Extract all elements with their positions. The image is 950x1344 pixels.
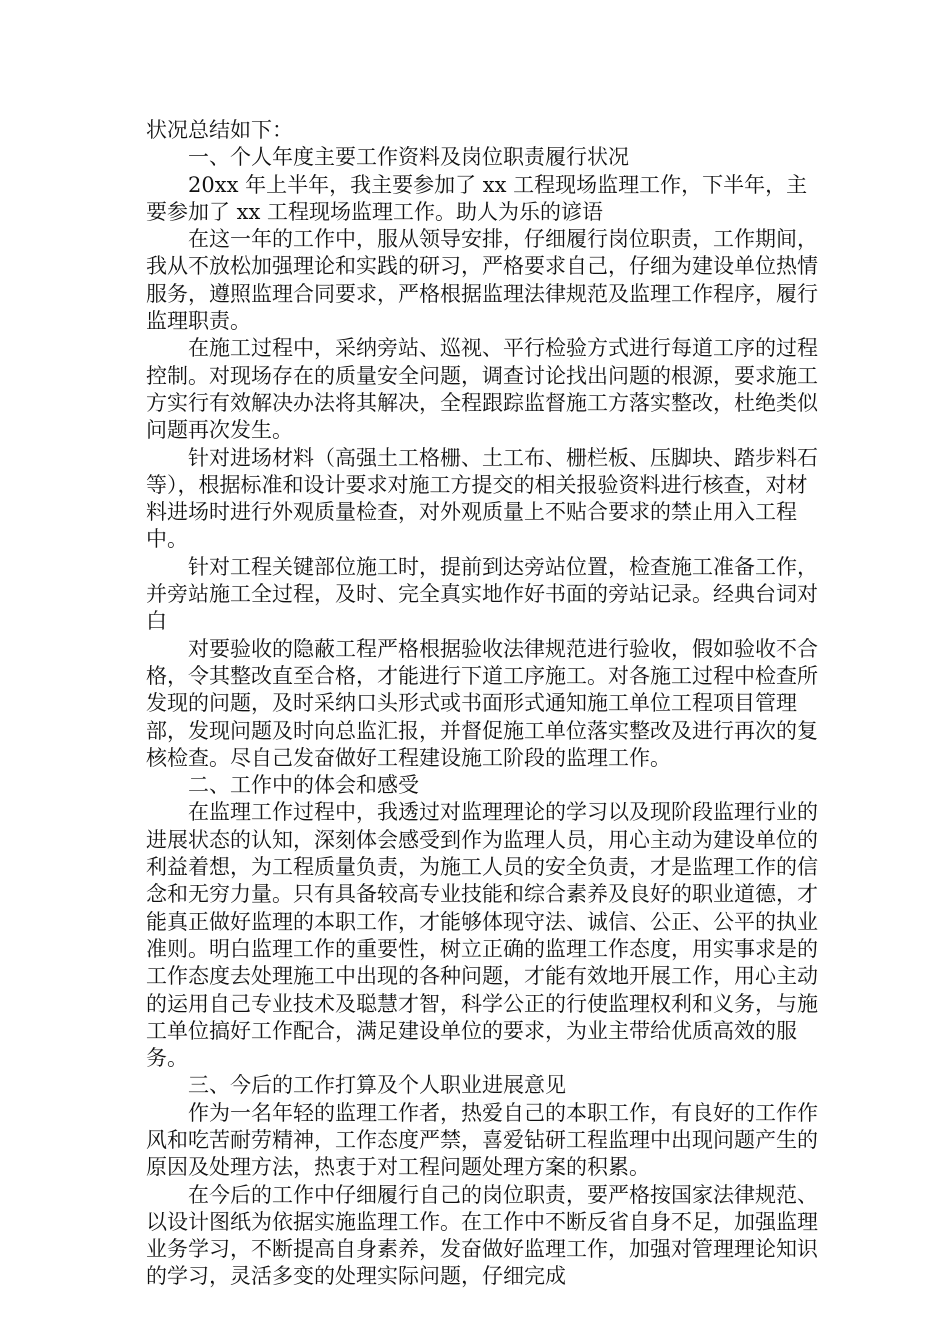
paragraph: 针对进场材料（高强土工格栅、土工布、栅栏板、压脚块、踏步料石等），根据标准和设计要求对施工方提交的相关报验资料进行核查，对材料进场时进行外观质量检查，对外观质量上不贴合要求的禁止用入工程中。: [146, 445, 818, 552]
paragraph: 针对工程关键部位施工时，提前到达旁站位置，检查施工准备工作，并旁站施工全过程，及时、完全真实地作好书面的旁站记录。经典台词对白: [146, 554, 818, 634]
section-heading-2: 二、工作中的体会和感受: [188, 773, 419, 798]
paragraph: 在这一年的工作中，服从领导安排，仔细履行岗位职责，工作期间，我从不放松加强理论和实践的研习，严格要求自己，仔细为建设单位热情服务，遵照监理合同要求，严格根据监理法律规范及监理工作程序，履行监理职责。: [146, 227, 818, 334]
paragraph: 对要验收的隐蔽工程严格根据验收法律规范进行验收，假如验收不合格，令其整改直至合格，才能进行下道工序施工。对各施工过程中检查所发现的问题，及时采纳口头形式或书面形式通知施工单位工程项目管理部，发现问题及时向总监汇报，并督促施工单位落实整改及进行再次的复核检查。尽自己发奋做好工程建设施工阶段的监理工作。: [146, 636, 818, 770]
paragraph: 作为一名年轻的监理工作者，热爱自己的本职工作，有良好的工作作风和吃苦耐劳精神，工作态度严禁，喜爱钻研工程监理中出现问题产生的原因及处理方法，热衷于对工程问题处理方案的积累。: [146, 1100, 818, 1180]
document-body: [146, 117, 826, 1291]
section-heading-1: 一、个人年度主要工作资料及岗位职责履行状况: [188, 145, 629, 170]
section-heading-3: 三、今后的工作打算及个人职业进展意见: [188, 1073, 566, 1098]
paragraph: 在施工过程中，采纳旁站、巡视、平行检验方式进行每道工序的过程控制。对现场存在的质量安全问题，调查讨论找出问题的根源，要求施工方实行有效解决办法将其解决，全程跟踪监督施工方落实整改，杜绝类似问题再次发生。: [146, 336, 818, 443]
paragraph: 在监理工作过程中，我透过对监理理论的学习以及现阶段监理行业的进展状态的认知，深刻体会感受到作为监理人员，用心主动为建设单位的利益着想，为工程质量负责，为施工人员的安全负责，才是监理工作的信念和无穷力量。只有具备较高专业技能和综合素养及良好的职业道德，才能真正做好监理的本职工作，才能够体现守法、诚信、公正、公平的执业准则。明白监理工作的重要性，树立正确的监理工作态度，用实事求是的工作态度去处理施工中出现的各种问题，才能有效地开展工作，用心主动的运用自己专业技术及聪慧才智，科学公正的行使监理权利和义务，与施工单位搞好工作配合，满足建设单位的要求，为业主带给优质高效的服务。: [146, 800, 818, 1071]
paragraph: 在今后的工作中仔细履行自己的岗位职责，要严格按国家法律规范、以设计图纸为依据实施监理工作。在工作中不断反省自身不足，加强监理业务学习，不断提高自身素养，发奋做好监理工作，加强对管理理论知识的学习，灵活多变的处理实际问题，仔细完成: [146, 1182, 818, 1289]
paragraph: 20xx 年上半年，我主要参加了 xx 工程现场监理工作，下半年，主要参加了 xx 工程现场监理工作。助人为乐的谚语: [146, 172, 808, 224]
intro-line: 状况总结如下：: [146, 118, 293, 142]
